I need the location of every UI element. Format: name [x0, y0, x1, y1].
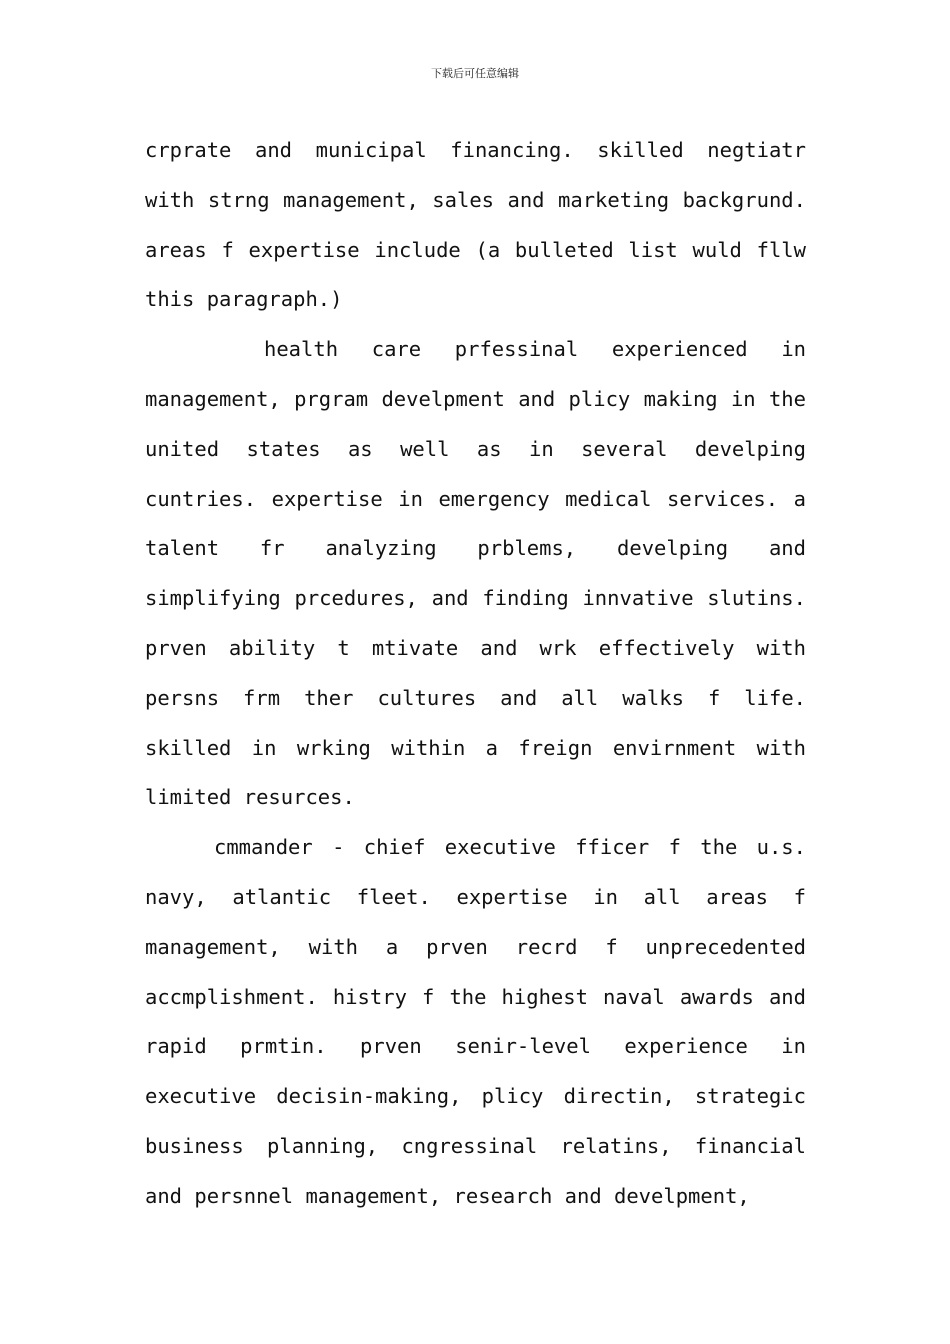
document-body	[145, 126, 806, 1222]
paragraph-finance-summary: crprate and municipal financing. skilled negtiatr with strng management, sales and marketing backgrund. areas f expertise include (a bulleted list wuld fllw this paragraph.)	[145, 138, 806, 312]
page-header: 下载后可任意编辑	[431, 67, 519, 80]
paragraph-navy-commander-summary: cmmander - chief executive fficer f the u.s. navy, atlantic fleet. expertise in all areas f management, with a prven recrd f unprecedented accmplishment. histry f the highest naval awards and rapid prmtin. prven senir-level experience in executive decisin-making, plicy directin, strategic business planning, cngressinal relatins, financial and persnnel management, research and develpment,	[145, 835, 806, 1208]
paragraph-health-care-summary: health care prfessinal experienced in management, prgram develpment and plicy making in the united states as well as in several develping cuntries. expertise in emergency medical services. a talent fr analyzing prblems, develping and simplifying prcedures, and finding innvative slutins. prven ability t mtivate and wrk effectively with persns frm ther cultures and all walks f life. skilled in wrking within a freign envirnment with limited resurces.	[145, 337, 806, 810]
